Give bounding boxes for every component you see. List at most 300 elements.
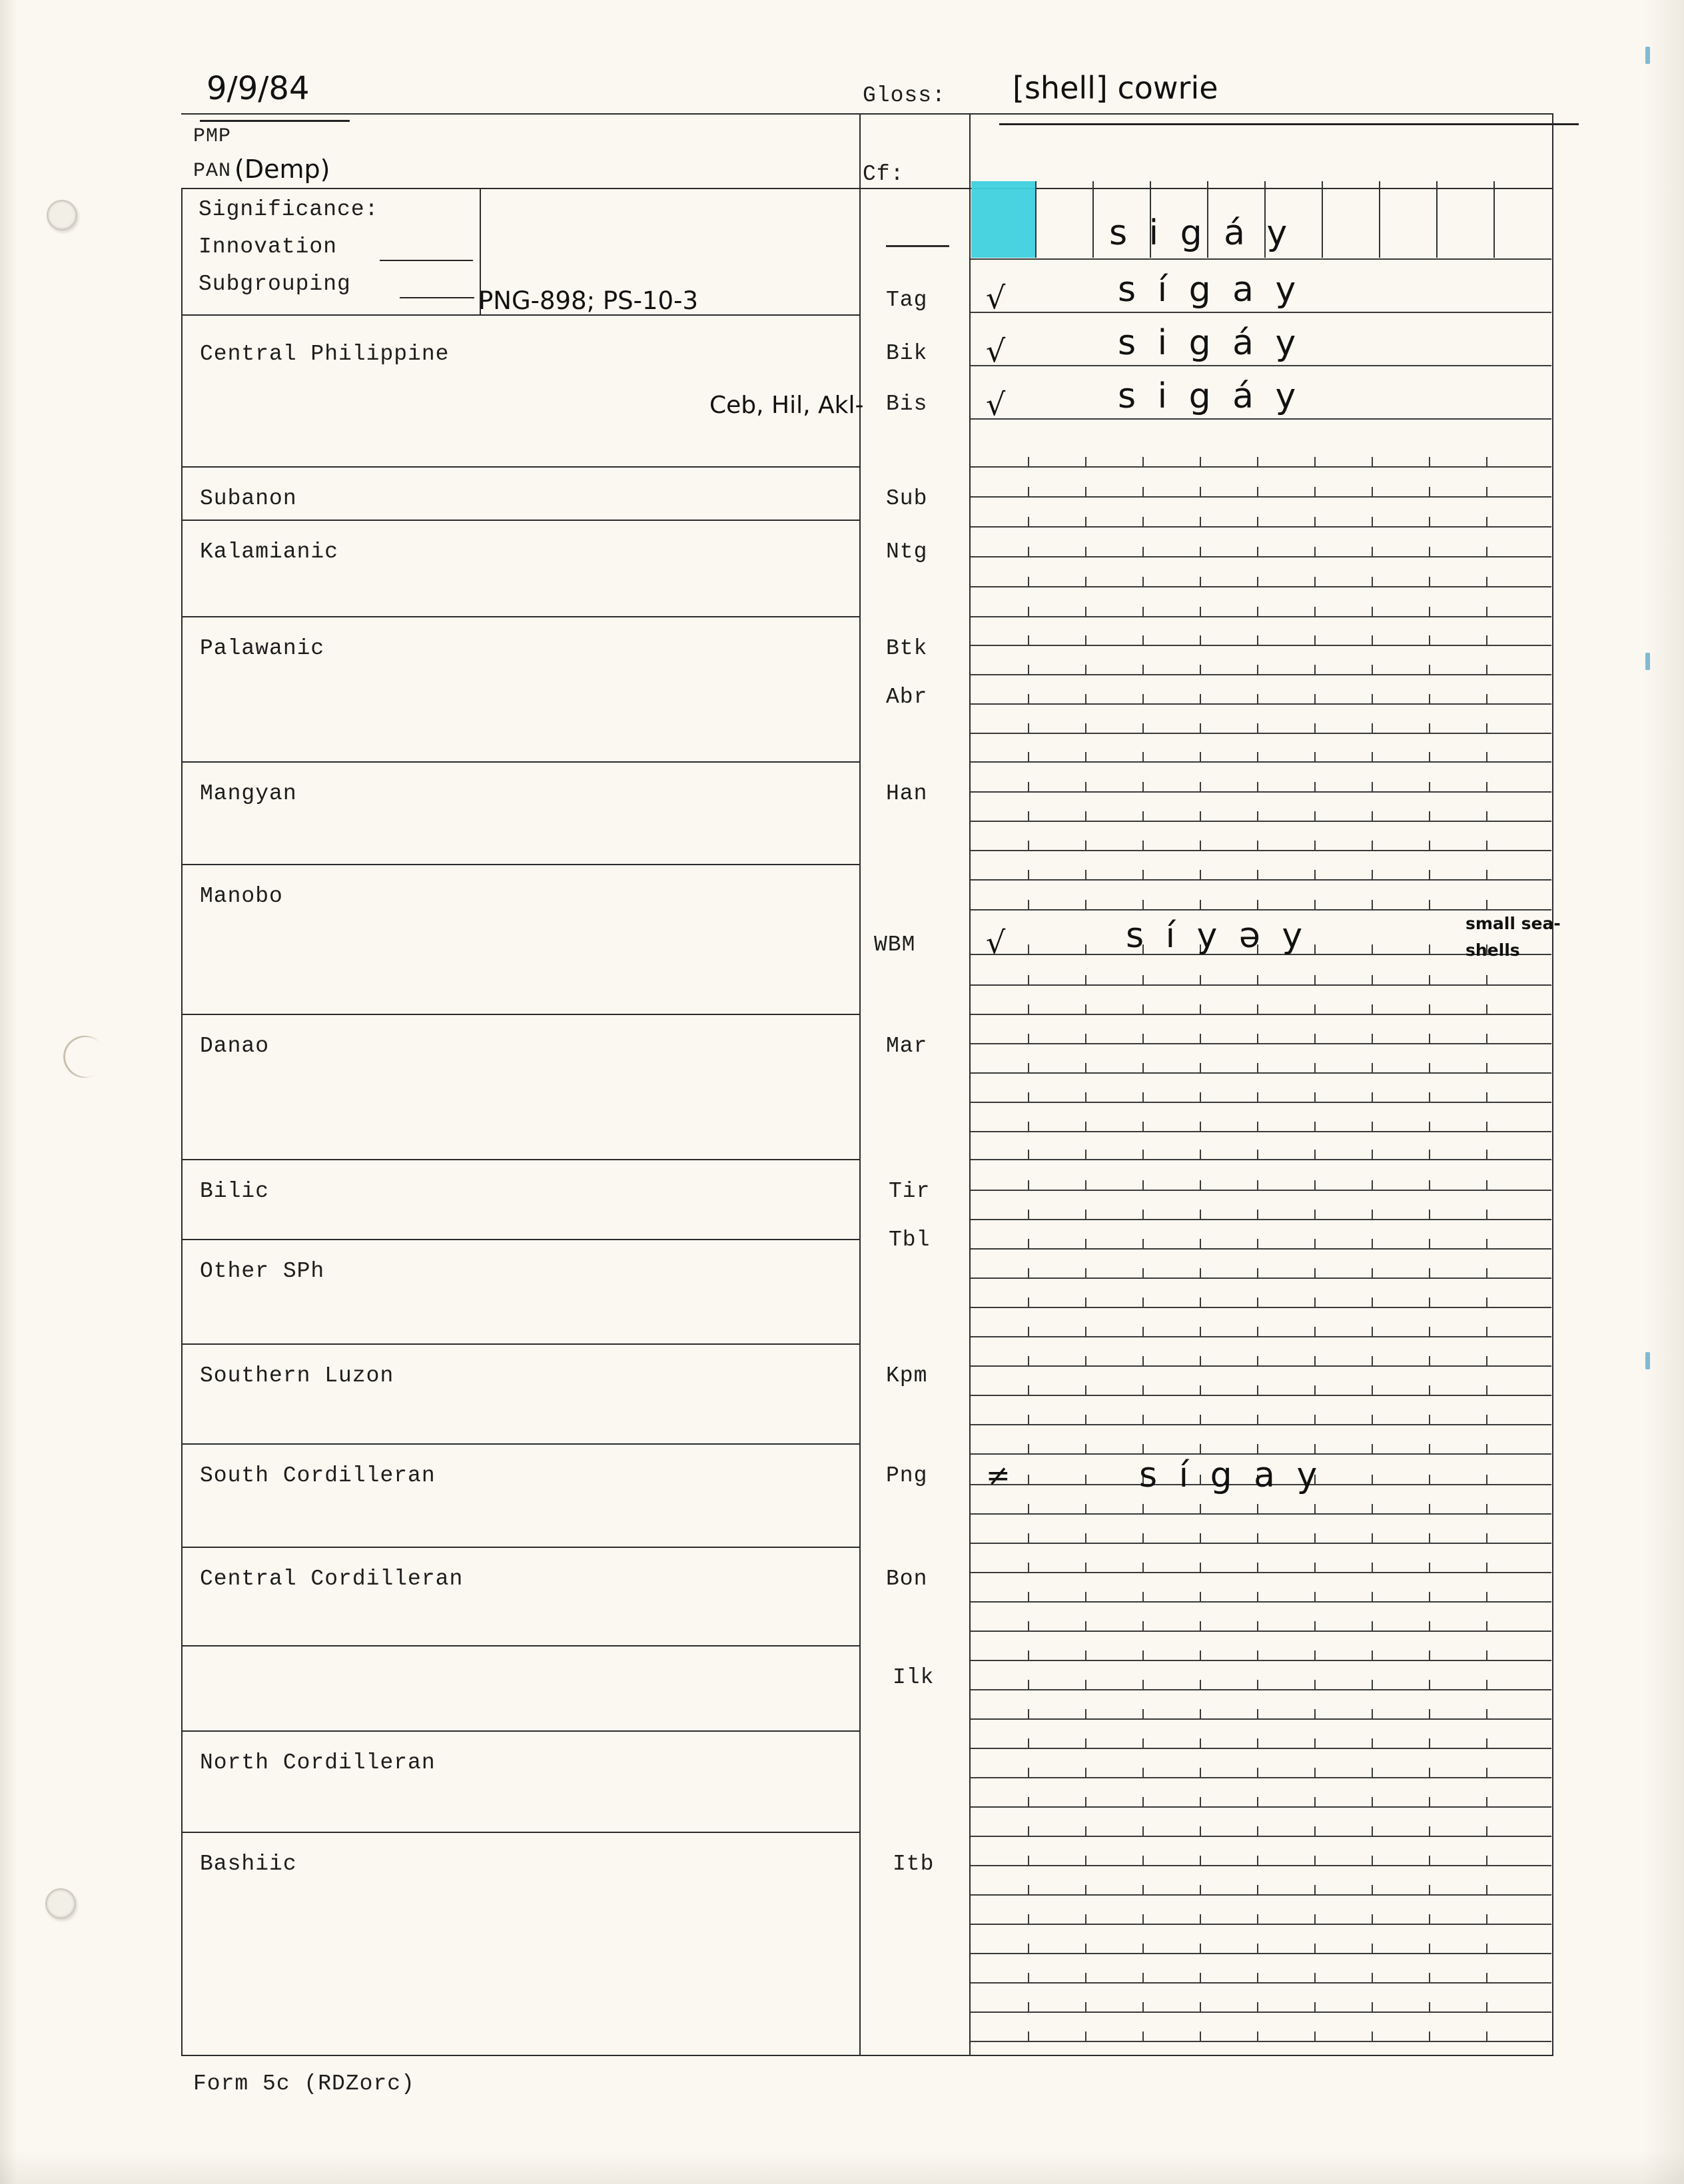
ruled-tick — [1429, 577, 1430, 587]
ruled-tick — [1257, 1092, 1258, 1103]
ruled-tick — [1257, 1385, 1258, 1396]
ruled-line — [971, 1014, 1551, 1015]
ruled-tick — [1257, 1210, 1258, 1220]
ruled-tick — [1028, 723, 1029, 734]
ruled-tick — [1085, 1475, 1086, 1485]
ruled-tick — [1314, 1063, 1316, 1074]
ruled-tick — [1314, 1444, 1316, 1455]
ruled-tick — [1257, 1680, 1258, 1690]
ruled-line — [971, 1894, 1551, 1896]
ruled-tick — [1257, 1063, 1258, 1074]
ruled-tick — [1314, 1856, 1316, 1866]
ruled-tick — [1085, 1914, 1086, 1925]
sep-central-cordilleran — [181, 1645, 859, 1646]
ruled-tick — [1486, 1239, 1487, 1250]
ruled-tick — [1200, 1973, 1201, 1984]
ruled-line — [971, 258, 1551, 260]
ruled-tick — [1200, 547, 1201, 557]
ruled-tick — [1142, 1533, 1144, 1544]
pan-label: PAN — [193, 160, 232, 182]
ruled-line — [971, 1102, 1551, 1103]
ruled-tick — [1486, 1385, 1487, 1396]
ruled-line — [971, 1806, 1551, 1808]
ruled-tick — [1200, 1004, 1201, 1015]
ruled-tick — [1085, 1973, 1086, 1984]
sep-mangyan — [181, 864, 859, 865]
sep-palawanic — [181, 761, 859, 763]
wbm-note-line1: small sea- — [1466, 914, 1561, 933]
ruled-tick — [1372, 975, 1373, 986]
ruled-line — [971, 1924, 1551, 1925]
ruled-tick — [1257, 577, 1258, 587]
ruled-tick — [1372, 1797, 1373, 1808]
ruled-tick — [1314, 1533, 1316, 1544]
ruled-tick — [1257, 1122, 1258, 1132]
ruled-tick — [1372, 457, 1373, 468]
ruled-line — [971, 1748, 1551, 1749]
ruled-tick — [1486, 1122, 1487, 1132]
ruled-tick — [1142, 1327, 1144, 1337]
ruled-tick — [1200, 1650, 1201, 1661]
ruled-tick — [1429, 1885, 1430, 1896]
edge-mark-2 — [1645, 653, 1650, 670]
ruled-line — [971, 645, 1551, 646]
gloss-underline — [999, 123, 1579, 125]
ruled-tick — [1429, 1856, 1430, 1866]
ruled-tick — [1429, 1210, 1430, 1220]
ruled-tick — [1372, 1210, 1373, 1220]
ruled-tick — [1372, 1768, 1373, 1778]
ruled-tick — [1372, 694, 1373, 705]
ruled-tick — [1028, 782, 1029, 793]
ruled-tick — [1257, 1356, 1258, 1367]
ruled-tick — [1200, 1797, 1201, 1808]
ruled-tick — [1257, 607, 1258, 617]
ruled-tick — [1085, 1680, 1086, 1690]
ruled-tick — [1200, 1621, 1201, 1632]
ruled-line — [971, 418, 1551, 420]
ruled-tick — [1085, 1210, 1086, 1220]
forms-column-left-border — [969, 113, 971, 2056]
ruled-tick — [1085, 1004, 1086, 1015]
ruled-tick — [1372, 1533, 1373, 1544]
ruled-tick — [1085, 782, 1086, 793]
ruled-tick — [1142, 975, 1144, 986]
ruled-tick — [1085, 635, 1086, 646]
ruled-tick — [1200, 635, 1201, 646]
ruled-tick — [1486, 1856, 1487, 1866]
ruled-tick — [1085, 457, 1086, 468]
sep-central-philippine — [181, 466, 859, 468]
ruled-tick — [1028, 1680, 1029, 1690]
ruled-tick — [1028, 1004, 1029, 1015]
ruled-tick — [1486, 1092, 1487, 1103]
ruled-line — [971, 312, 1551, 313]
ruled-tick — [1372, 2002, 1373, 2013]
check-bis: √ — [986, 386, 1006, 422]
ruled-tick — [1314, 1650, 1316, 1661]
ruled-tick — [1372, 1385, 1373, 1396]
ruled-tick — [1028, 1504, 1029, 1515]
ruled-tick — [1314, 975, 1316, 986]
ruled-tick — [1085, 1944, 1086, 1954]
ruled-line — [971, 1307, 1551, 1308]
ruled-tick — [1429, 841, 1430, 851]
ruled-tick — [1085, 975, 1086, 986]
ruled-tick — [1142, 517, 1144, 528]
ruled-tick — [1429, 607, 1430, 617]
group-label-other-sph: Other SPh — [200, 1259, 325, 1283]
ruled-tick — [1085, 900, 1086, 910]
ruled-tick — [1314, 870, 1316, 881]
ruled-tick — [1142, 1563, 1144, 1573]
significance-label: Significance: — [199, 197, 379, 222]
ruled-tick — [1028, 870, 1029, 881]
sep-subanon — [181, 520, 859, 521]
ruled-tick — [1200, 1415, 1201, 1425]
ruled-tick — [1028, 1063, 1029, 1074]
code-label-kpm: Kpm — [886, 1363, 928, 1388]
ruled-tick — [1085, 1122, 1086, 1132]
ruled-tick — [1372, 1444, 1373, 1455]
code-label-abr: Abr — [886, 685, 928, 709]
ruled-tick — [1429, 752, 1430, 763]
ruled-tick — [1372, 1885, 1373, 1896]
ruled-tick — [1028, 665, 1029, 675]
ruled-tick — [1429, 782, 1430, 793]
ruled-tick — [1028, 1415, 1029, 1425]
ruled-tick — [1257, 635, 1258, 646]
ruled-tick — [1085, 1239, 1086, 1250]
table-right-border — [1552, 113, 1553, 2056]
ruled-line — [971, 879, 1551, 881]
ruled-tick — [1314, 1150, 1316, 1160]
ruled-tick — [1429, 2002, 1430, 2013]
ruled-tick — [1429, 1563, 1430, 1573]
ruled-tick — [1257, 1650, 1258, 1661]
ruled-tick — [1429, 1914, 1430, 1925]
code-label-sub: Sub — [886, 486, 928, 511]
ruled-tick — [1314, 694, 1316, 705]
ruled-tick — [1372, 1914, 1373, 1925]
ruled-tick — [1257, 1944, 1258, 1954]
ruled-tick — [1314, 577, 1316, 587]
ruled-tick — [1142, 607, 1144, 617]
ruled-tick — [1142, 2002, 1144, 2013]
ruled-tick — [1028, 694, 1029, 705]
ruled-tick — [1314, 607, 1316, 617]
ruled-tick — [1372, 1504, 1373, 1515]
wbm-note-line2: shells — [1466, 940, 1520, 960]
ruled-tick — [1142, 752, 1144, 763]
ruled-tick — [1429, 1150, 1430, 1160]
ruled-tick — [1314, 900, 1316, 910]
subgrouping-label: Subgrouping — [199, 272, 351, 296]
ruled-line — [971, 1660, 1551, 1661]
edge-mark-1 — [1645, 47, 1650, 64]
ruled-tick — [1257, 1150, 1258, 1160]
ruled-tick — [1028, 1034, 1029, 1044]
ruled-tick — [1314, 1680, 1316, 1690]
ruled-tick — [1372, 1709, 1373, 1720]
ruled-tick — [1486, 723, 1487, 734]
ruled-tick — [1486, 1150, 1487, 1160]
ruled-tick — [1200, 577, 1201, 587]
group-label-kalamianic: Kalamianic — [200, 540, 339, 564]
check-tag: √ — [986, 280, 1006, 316]
ruled-tick — [1200, 900, 1201, 910]
ruled-tick — [1372, 1327, 1373, 1337]
ruled-tick — [1314, 1327, 1316, 1337]
ruled-tick — [1028, 1738, 1029, 1749]
ruled-tick — [1028, 1650, 1029, 1661]
ruled-tick — [1200, 1885, 1201, 1896]
ruled-tick — [1486, 1356, 1487, 1367]
ruled-tick — [1486, 1768, 1487, 1778]
ruled-tick — [1200, 517, 1201, 528]
ruled-tick — [1028, 944, 1029, 955]
ruled-tick — [1429, 1444, 1430, 1455]
ruled-tick — [1028, 900, 1029, 910]
ruled-tick — [1085, 2002, 1086, 2013]
sep-danao — [181, 1159, 859, 1160]
ruled-tick — [1486, 870, 1487, 881]
ruled-tick — [1028, 607, 1029, 617]
ruled-tick — [1257, 870, 1258, 881]
ruled-tick — [1200, 2002, 1201, 2013]
ruled-tick — [1314, 1797, 1316, 1808]
ruled-tick — [1028, 1973, 1029, 1984]
ruled-tick — [1200, 665, 1201, 675]
sep-bilic — [181, 1239, 859, 1240]
ruled-tick — [1200, 1709, 1201, 1720]
code-label-tbl: Tbl — [889, 1228, 931, 1252]
ruled-tick — [1142, 1268, 1144, 1279]
check-bik: √ — [986, 333, 1006, 369]
ruled-tick — [1429, 1973, 1430, 1984]
ruled-tick — [1142, 1356, 1144, 1367]
ruled-tick — [1314, 1738, 1316, 1749]
ceb-hil-akl-annotation: Ceb, Hil, Akl- — [709, 392, 864, 419]
ruled-tick — [1200, 1268, 1201, 1279]
ruled-tick — [1314, 841, 1316, 851]
ruled-tick — [1486, 1914, 1487, 1925]
ruled-tick — [1257, 1297, 1258, 1308]
ruled-tick — [1142, 1034, 1144, 1044]
table-bottom-border — [181, 2055, 1553, 2056]
ruled-tick — [1257, 1797, 1258, 1808]
ruled-tick — [1314, 1563, 1316, 1573]
ruled-tick — [1142, 870, 1144, 881]
ruled-tick — [1486, 1563, 1487, 1573]
ruled-line — [971, 1865, 1551, 1866]
ruled-tick — [1372, 1738, 1373, 1749]
ruled-tick — [1085, 694, 1086, 705]
ruled-tick — [1372, 547, 1373, 557]
ruled-tick — [1486, 487, 1487, 498]
ruled-tick — [1085, 944, 1086, 955]
ruled-tick — [1085, 1563, 1086, 1573]
ruled-tick — [1486, 1680, 1487, 1690]
check-png: ≠ — [986, 1459, 1011, 1493]
ruled-tick — [1486, 1297, 1487, 1308]
grid-vline-9 — [1493, 181, 1495, 258]
ruled-tick — [1257, 782, 1258, 793]
ruled-tick — [1257, 457, 1258, 468]
ruled-tick — [1085, 665, 1086, 675]
ruled-line — [971, 984, 1551, 986]
ruled-tick — [1085, 1856, 1086, 1866]
ruled-tick — [1314, 1180, 1316, 1191]
ruled-tick — [1142, 1004, 1144, 1015]
ruled-tick — [1314, 1592, 1316, 1603]
punch-hole-middle — [55, 1028, 114, 1086]
ruled-tick — [1429, 635, 1430, 646]
ruled-tick — [1486, 782, 1487, 793]
ruled-tick — [1314, 1885, 1316, 1896]
code-label-bis: Bis — [886, 392, 928, 416]
ruled-tick — [1314, 665, 1316, 675]
ruled-tick — [1142, 900, 1144, 910]
ruled-tick — [1486, 2031, 1487, 2042]
ruled-tick — [1486, 1063, 1487, 1074]
ruled-tick — [1028, 1592, 1029, 1603]
ruled-tick — [1085, 752, 1086, 763]
ruled-tick — [1372, 1826, 1373, 1837]
ruled-tick — [1028, 811, 1029, 822]
ruled-tick — [1314, 1504, 1316, 1515]
ruled-tick — [1314, 1004, 1316, 1015]
sep-north-cordilleran — [181, 1832, 859, 1833]
ruled-line — [971, 1631, 1551, 1632]
ruled-tick — [1429, 1063, 1430, 1074]
ruled-tick — [1257, 1180, 1258, 1191]
ruled-tick — [1085, 1621, 1086, 1632]
ruled-tick — [1486, 1738, 1487, 1749]
ruled-tick — [1085, 1063, 1086, 1074]
group-label-southern-luzon: Southern Luzon — [200, 1363, 394, 1388]
ruled-tick — [1142, 2031, 1144, 2042]
ruled-tick — [1429, 975, 1430, 986]
ruled-tick — [1486, 841, 1487, 851]
ruled-tick — [1028, 577, 1029, 587]
ruled-tick — [1372, 487, 1373, 498]
ruled-tick — [1486, 1621, 1487, 1632]
ruled-tick — [1028, 752, 1029, 763]
ruled-tick — [1429, 1533, 1430, 1544]
reference-note: PNG-898; PS-10-3 — [478, 286, 698, 315]
ruled-tick — [1142, 1122, 1144, 1132]
ruled-tick — [1028, 2031, 1029, 2042]
group-label-danao: Danao — [200, 1034, 270, 1058]
ruled-tick — [1429, 1650, 1430, 1661]
code-label-itb: Itb — [893, 1852, 935, 1876]
ruled-tick — [1486, 457, 1487, 468]
ruled-tick — [1429, 694, 1430, 705]
ruled-line — [971, 909, 1551, 910]
ruled-tick — [1486, 1533, 1487, 1544]
ruled-line — [971, 1219, 1551, 1220]
ruled-tick — [1085, 1444, 1086, 1455]
ruled-tick — [1200, 487, 1201, 498]
ruled-tick — [1257, 752, 1258, 763]
cf-label: Cf: — [863, 162, 905, 186]
ruled-tick — [1142, 1180, 1144, 1191]
code-label-tir: Tir — [889, 1179, 931, 1204]
ruled-tick — [1257, 1004, 1258, 1015]
ruled-tick — [1314, 1122, 1316, 1132]
ruled-tick — [1314, 1092, 1316, 1103]
ruled-tick — [1085, 1709, 1086, 1720]
ruled-tick — [1429, 1944, 1430, 1954]
ruled-tick — [1200, 1738, 1201, 1749]
ruled-line — [971, 733, 1551, 734]
ruled-tick — [1314, 811, 1316, 822]
ruled-tick — [1142, 1592, 1144, 1603]
ruled-tick — [1085, 1768, 1086, 1778]
ruled-tick — [1314, 2002, 1316, 2013]
group-label-central-philippine: Central Philippine — [200, 342, 450, 366]
ruled-line — [971, 616, 1551, 617]
ruled-tick — [1142, 1444, 1144, 1455]
ruled-tick — [1142, 1885, 1144, 1896]
ruled-tick — [1486, 1944, 1487, 1954]
paper-bottom-shadow — [0, 2151, 1684, 2184]
ruled-tick — [1028, 1385, 1029, 1396]
form-wbm: s í y ə y — [1126, 916, 1308, 956]
ruled-tick — [1486, 665, 1487, 675]
ruled-tick — [1257, 1327, 1258, 1337]
ruled-tick — [1372, 1356, 1373, 1367]
ruled-line — [971, 1395, 1551, 1396]
ruled-tick — [1486, 635, 1487, 646]
code-label-han: Han — [886, 781, 928, 806]
ruled-line — [971, 586, 1551, 587]
ruled-line — [971, 703, 1551, 705]
ruled-tick — [1085, 487, 1086, 498]
table-left-border — [181, 188, 183, 2056]
ruled-tick — [1314, 1973, 1316, 1984]
ruled-line — [971, 1543, 1551, 1544]
ruled-tick — [1257, 1856, 1258, 1866]
group-label-bilic: Bilic — [200, 1179, 270, 1204]
ruled-tick — [1142, 1210, 1144, 1220]
form-bik: s i g á y — [1118, 323, 1302, 363]
ruled-tick — [1429, 1356, 1430, 1367]
ruled-line — [971, 496, 1551, 498]
ruled-line — [971, 1718, 1551, 1720]
form-top: s i g á y — [1109, 213, 1293, 253]
ruled-tick — [1142, 811, 1144, 822]
ruled-line — [971, 1248, 1551, 1250]
ruled-tick — [1142, 1385, 1144, 1396]
ruled-tick — [1314, 517, 1316, 528]
ruled-tick — [1372, 1475, 1373, 1485]
ruled-tick — [1028, 635, 1029, 646]
ruled-tick — [1372, 1680, 1373, 1690]
ruled-line — [971, 1689, 1551, 1690]
ruled-tick — [1028, 841, 1029, 851]
ruled-tick — [1028, 1268, 1029, 1279]
ruled-tick — [1257, 1768, 1258, 1778]
ruled-tick — [1085, 1415, 1086, 1425]
ruled-tick — [1200, 1914, 1201, 1925]
ruled-tick — [1257, 723, 1258, 734]
ruled-line — [971, 1131, 1551, 1132]
ruled-line — [971, 526, 1551, 528]
ruled-tick — [1314, 457, 1316, 468]
ruled-tick — [1372, 665, 1373, 675]
